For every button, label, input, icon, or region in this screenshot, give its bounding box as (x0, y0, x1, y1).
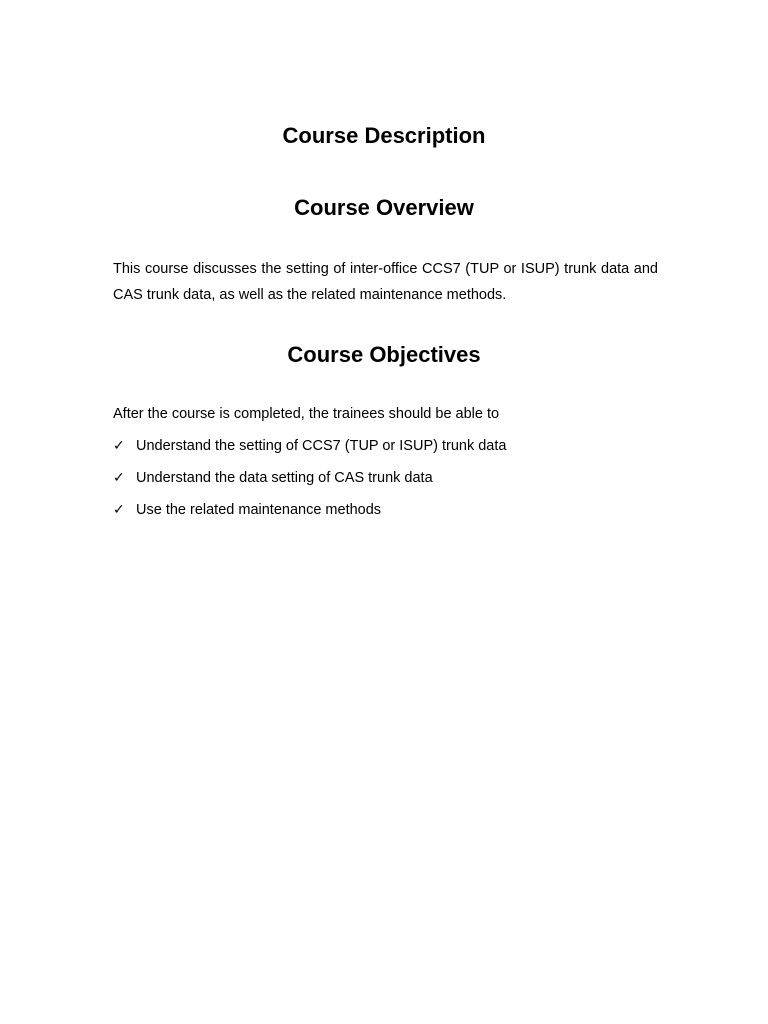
objectives-list (113, 436, 658, 532)
objective-item (113, 436, 658, 468)
course-overview-paragraph: This course discusses the setting of inter-office CCS7 (TUP or ISUP) trunk data and CAS trunk data, as well as the related maintenance methods. (113, 261, 658, 303)
objective-item-text: Understand the setting of CCS7 (TUP or ISUP) trunk data (136, 438, 507, 454)
course-overview-heading: Course Overview (294, 195, 474, 220)
objective-item-text: Understand the data setting of CAS trunk data (136, 470, 433, 486)
checkmark-icon: ✓ (113, 470, 125, 486)
objective-item (113, 500, 658, 532)
checkmark-icon: ✓ (113, 502, 125, 518)
objective-item-text: Use the related maintenance methods (136, 502, 382, 518)
checkmark-icon: ✓ (113, 438, 125, 454)
objectives-intro: After the course is completed, the trainees should be able to (113, 406, 500, 422)
page-title: Course Description (282, 123, 486, 148)
objective-item (113, 468, 658, 500)
course-objectives-heading: Course Objectives (287, 342, 481, 367)
